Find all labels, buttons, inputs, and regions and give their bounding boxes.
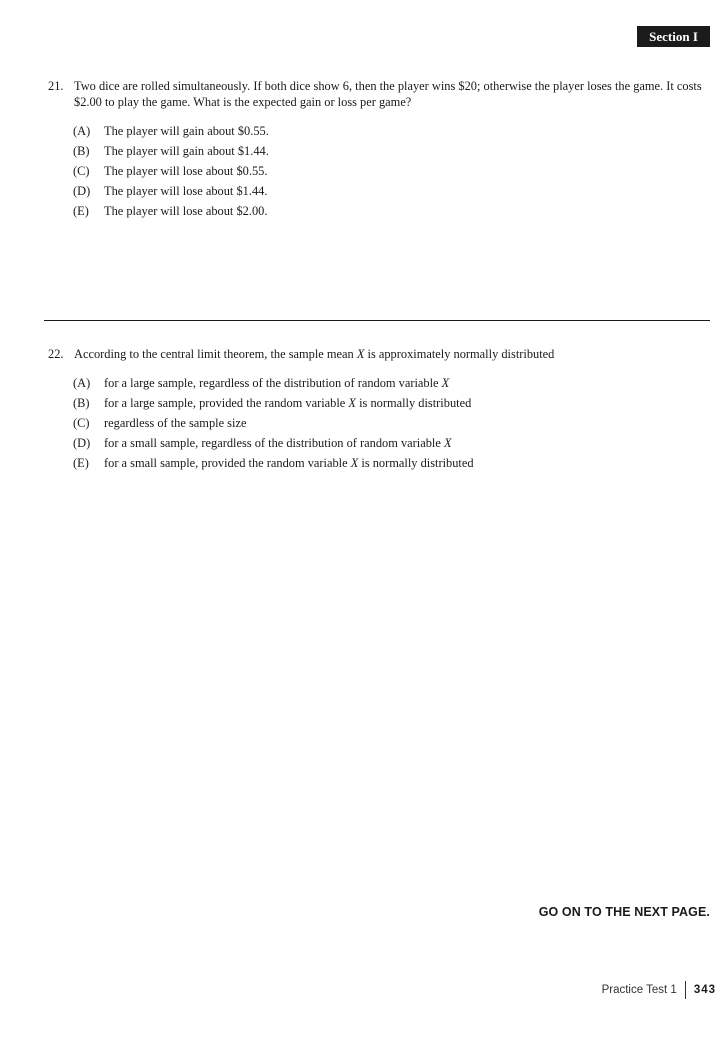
choice-letter: (D) [73,436,91,450]
choice-letter: (E) [73,204,89,218]
choice-letter: (E) [73,456,89,470]
choice-text: The player will gain about $1.44. [104,144,269,158]
question-number: 21. [48,79,64,93]
variable-x: X [441,376,450,390]
choice-letter: (B) [73,144,90,158]
variable-x: X [443,436,452,450]
answer-choices [48,375,712,475]
choice-text: The player will lose about $1.44. [104,184,268,198]
answer-choice-c [73,415,712,435]
page-number: 343 [693,984,716,996]
choice-text: The player will lose about $0.55. [104,164,268,178]
section-badge: Section I [637,26,710,47]
question-stem: Two dice are rolled simultaneously. If both dice show 6, then the player wins $20; otherwise the player loses the game. It costs $2.00 to play the game. What is the expected gain or loss per game? [74,79,702,109]
choice-text-part: for a large sample, regardless of the distribution of random variable [104,376,442,390]
choice-text-part: for a large sample, provided the random variable [104,396,349,410]
question-21 [48,78,712,223]
choice-text [104,435,452,455]
choice-letter: (B) [73,396,90,410]
choice-text-part: for a small sample, provided the random variable [104,456,351,470]
stem-text: is approximately normally distributed [364,347,555,361]
answer-choice-a [73,123,712,143]
choice-text [104,455,474,475]
question-22 [48,346,712,475]
answer-choice-b [73,143,712,163]
answer-choice-e [73,203,712,223]
variable-x: X [356,347,365,361]
answer-choice-b [73,395,712,415]
next-page-notice: GO ON TO THE NEXT PAGE. [538,905,710,919]
answer-choice-d [73,435,712,455]
question-stem [74,346,712,362]
choice-letter: (A) [73,124,91,138]
question-divider [44,320,710,321]
choice-letter: (C) [73,416,90,430]
page-footer [602,980,716,1000]
choice-text [104,375,449,395]
choice-text [104,415,246,435]
choice-text [104,395,471,415]
choice-text-part: regardless of the sample size [104,416,247,430]
variable-x: X [348,396,356,410]
choice-letter: (C) [73,164,90,178]
choice-text-part: for a small sample, regardless of the distribution of random variable [104,436,444,450]
variable-x: X [350,456,359,470]
answer-choices [48,123,712,223]
answer-choice-c [73,163,712,183]
choice-text: The player will lose about $2.00. [104,204,268,218]
footer-label: Practice Test 1 [601,984,677,996]
stem-text: According to the central limit theorem, the sample mean [74,347,357,361]
answer-choice-d [73,183,712,203]
answer-choice-a [73,375,712,395]
choice-text: The player will gain about $0.55. [104,124,269,138]
choice-text-part: is normally distributed [358,456,474,470]
choice-letter: (D) [73,184,91,198]
choice-letter: (A) [73,376,91,390]
question-number: 22. [48,347,64,361]
answer-choice-e [73,455,712,475]
choice-text-part: is normally distributed [355,396,472,410]
